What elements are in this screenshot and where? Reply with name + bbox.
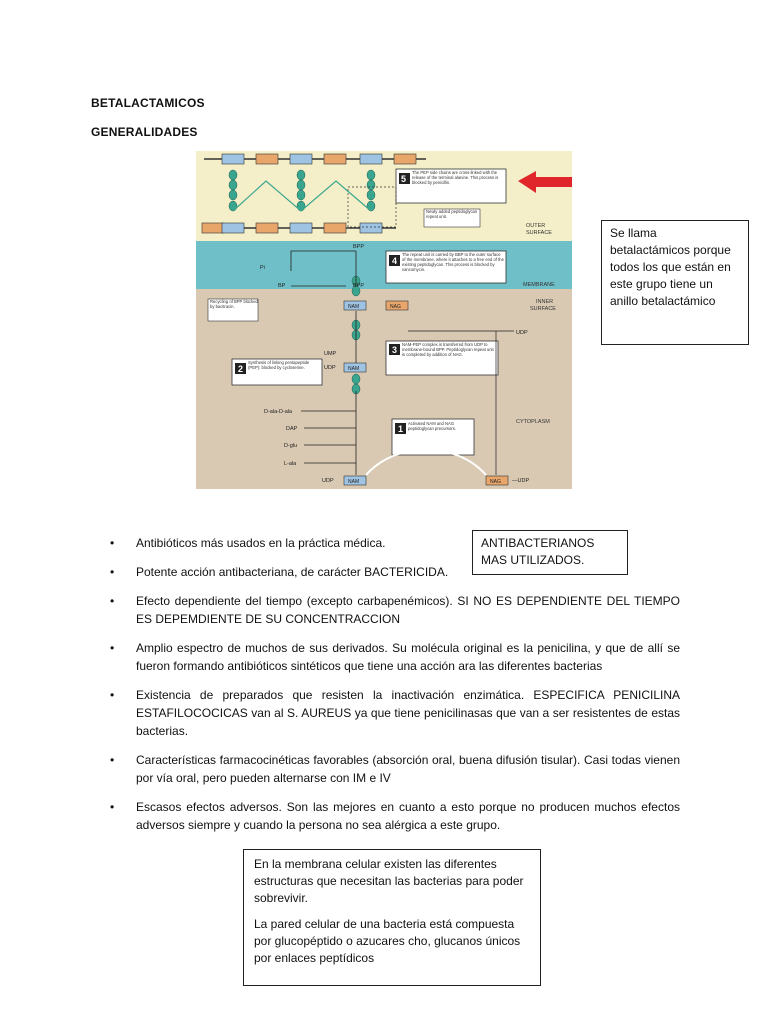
amino-dala: D-ala-D-ala — [264, 409, 293, 415]
svg-text:UDP: UDP — [322, 478, 334, 484]
ump-label: UMP — [324, 351, 337, 357]
svg-text:NAM: NAM — [348, 304, 360, 310]
svg-text:NAG: NAG — [490, 479, 501, 485]
step-3-text: NAM-PEP complex is transferred from UDP to membrane-bound BPP. Peptidoglycan repeat unit is completed by addition of NAG. — [402, 342, 494, 357]
step-4-text: The repeat unit is carried by BBP to the outer surface of the membrane, where it attaches to a free end of the existing peptidoglycan. This process is blocked by vancomycin. — [402, 252, 504, 272]
section-heading: GENERALIDADES — [91, 125, 198, 139]
cell-membrane-note-box — [243, 849, 541, 986]
svg-text:NAG: NAG — [390, 304, 401, 310]
list-item: • Antibióticos más usados en la práctica médica. — [110, 534, 456, 552]
new-unit-note: Newly added peptidoglycan repeat unit. — [426, 209, 478, 219]
svg-text:UDP: UDP — [516, 330, 528, 336]
list-item: • Características farmacocinéticas favorables (absorción oral, buena difusión tisular). Casi todas vienen por vía oral, pero pueden alternarse con IM e IV — [110, 751, 680, 787]
amino-dap: DAP — [286, 426, 298, 432]
svg-text:NAM: NAM — [348, 366, 360, 372]
list-item: • Efecto dependiente del tiempo (excepto carbapenémicos). SI NO ES DEPENDIENTE DEL TIEMPO ES DEPEMDIENTE DE SU CONCENTRACCION — [110, 592, 680, 628]
bpp-label-top: BPP — [353, 244, 365, 250]
list-item: • Amplio espectro de muchos de sus derivados. Su molécula original es la penicilina, y que de allí se fueron formando antibióticos sintéticos que tiene una acción ara las diferentes bacterias — [110, 639, 680, 675]
step-1-number: 1 — [398, 424, 404, 434]
svg-text:SURFACE: SURFACE — [530, 306, 556, 312]
list-item: • Existencia de preparados que resisten la inactivación enzimática. ESPECIFICA PENICILINA ESTAFILOCOCICAS van al S. AUREUS ya que tiene penicilinasas que van a ser resistentes de estas bacterias. — [110, 686, 680, 740]
outer-surface-label: OUTER — [526, 223, 546, 229]
step-2-number: 2 — [238, 364, 244, 374]
amino-lala: L-ala — [284, 461, 297, 467]
svg-text:INNER: INNER — [536, 299, 554, 305]
list-item: • Escasos efectos adversos. Son las mejores en cuanto a esto porque no producen muchos efectos adversos siempre y cuando la persona no sea alérgica a este grupo. — [110, 798, 680, 834]
list-item: • Potente acción antibacteriana, de carácter BACTERICIDA. — [110, 563, 456, 581]
svg-text:SURFACE: SURFACE — [526, 230, 552, 236]
recycling-note: Recycling of BPP blocked by bacitracin. — [210, 299, 258, 309]
svg-text:—UDP: —UDP — [512, 478, 530, 484]
svg-text:UDP: UDP — [324, 365, 336, 371]
peptidoglycan-synthesis-figure — [196, 151, 572, 489]
antibacterial-note-box: ANTIBACTERIANOS MAS UTILIZADOS. — [472, 530, 628, 575]
bp-label: BP — [278, 283, 286, 289]
step-5-text: The PEP side chains are cross-linked with the release of the terminal alanine. This process is blocked by penicillin. — [412, 170, 499, 185]
step-5-number: 5 — [401, 174, 407, 184]
svg-text:NAM: NAM — [348, 479, 360, 485]
pi-label: Pi — [260, 265, 265, 271]
betalactam-definition-box: Se llama betalactámicos porque todos los que están en este grupo tiene un anillo betalactámico — [601, 220, 749, 345]
membrane-label: MEMBRANE — [523, 282, 555, 288]
membrane-paragraph: En la membrana celular existen las diferentes estructuras que necesitan las bacterias para poder sobrevivir. — [254, 857, 524, 905]
step-1-text: Activated NAM and NAG peptidoglycan precursors. — [408, 421, 456, 431]
amino-dglu: D-glu — [284, 443, 298, 449]
step-4-number: 4 — [392, 256, 398, 266]
svg-text:BPP: BPP — [353, 283, 365, 289]
cell-wall-paragraph: La pared celular de una bacteria está compuesta por glucopéptido o azucares cho, glucanos únicos por enlaces peptídicos — [254, 917, 521, 965]
document-title: BETALACTAMICOS — [91, 96, 205, 110]
step-2-text: Synthesis of linking pentapeptide (PEP): blocked by cycloserine. — [248, 360, 310, 370]
cytoplasm-label: CYTOPLASM — [516, 419, 550, 425]
membrane-region — [196, 241, 572, 289]
step-3-number: 3 — [392, 345, 398, 355]
characteristics-list — [110, 534, 680, 845]
